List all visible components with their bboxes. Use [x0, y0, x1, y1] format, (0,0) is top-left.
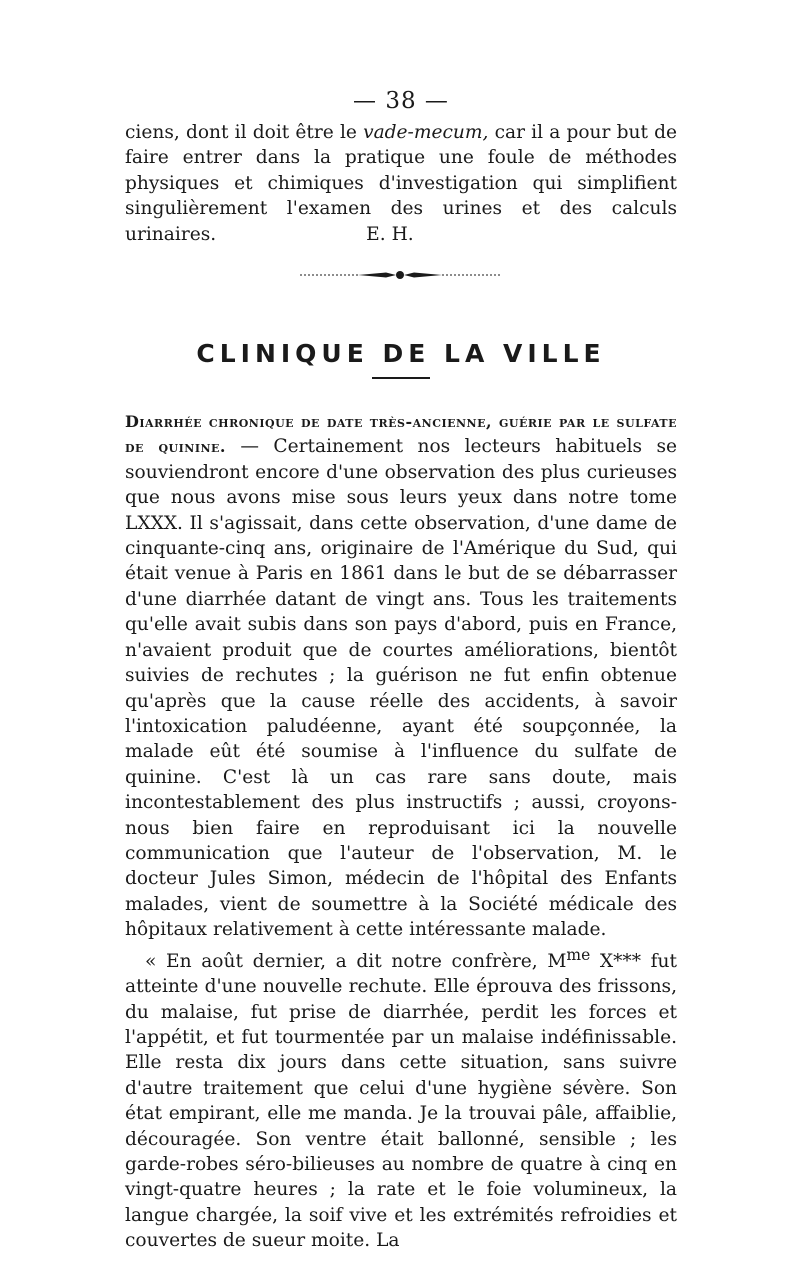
page-number: — 38 —	[353, 88, 449, 114]
article-body: — Certainement nos lecteurs habituels se souviendront encore d'une observation des plus curieuses que nous avons mise sous leurs yeux dans notre tome LXXX. Il s'agissait, dans cette observation, d'une dame de cinquante-cinq ans, originaire de l'Amérique du Sud, qui était venue à Paris en 1861 dans le but de se débarrasser d'une diarrhée datant de vingt ans. Tous les traitements qu'elle avait subis dans son pays d'abord, puis en France, n'avaient produit que de courtes améliorations, bientôt suivies de rechutes ; la guérison ne fut enfin obtenue qu'après que la cause réelle des accidents, à savoir l'intoxication paludéenne, ayant été soupçonnée, la malade eût été soumise à l'influence du sulfate de quinine. C'est là un cas rare sans doute, mais incontestablement des plus instructifs ; aussi, croyons-nous bien faire en reproduisant ici la nouvelle communication que l'auteur de l'observation, M. le docteur Jules Simon, médecin de l'hôpital des Enfants malades, vient de soumettre à la Société médicale des hôpitaux relativement à cette intéressante malade.	[125, 436, 678, 941]
book-page	[125, 86, 677, 1254]
section-title: CLINIQUE DE LA VILLE	[196, 339, 606, 369]
title-underline	[372, 377, 430, 379]
section-divider	[125, 259, 677, 299]
quote-paragraph	[125, 943, 677, 1254]
article-paragraph	[125, 409, 677, 943]
intro-italic-term: vade-mecum,	[363, 122, 489, 143]
intro-paragraph	[125, 120, 677, 247]
author-signature: E. H.	[366, 223, 414, 245]
divider-ornament-icon	[300, 269, 500, 281]
intro-text-before: ciens, dont il doit être le	[125, 122, 364, 143]
article	[125, 409, 677, 1254]
quote-rest: X*** fut atteinte d'une nouvelle rechute. Elle éprouva des frissons, du malaise, fut prise de diarrhée, perdit les forces et l'appétit, et fut tourmentée par un malaise indéfinissable. Elle resta dix jours dans cette situation, sans suivre d'autre traitement que celui d'une hygiène sévère. Son état empirant, elle me manda. Je la trouvai pâle, affaiblie, découragée. Son ventre était ballonné, sensible ; les garde-robes séro-bilieuses au nombre de quatre à cinq en vingt-quatre heures ; la rate et le foie volumineux, la langue chargée, la soif vive et les extrémités refroidies et couvertes de sueur moite. La	[125, 950, 677, 1252]
article-lead: Diarrhée chronique de date très-ancienne, guérie par le sulfate de quinine.	[125, 412, 677, 457]
quote-start: « En août dernier, a dit notre confrère, M	[145, 950, 567, 972]
intro-text-after: car il a pour but de faire entrer dans la pratique une foule de méthodes physiques et chimiques d'investigation qui simplifient singulièrement l'examen des urines et des calculs urinaires.	[125, 122, 677, 245]
quote-superscript: me	[566, 945, 591, 964]
